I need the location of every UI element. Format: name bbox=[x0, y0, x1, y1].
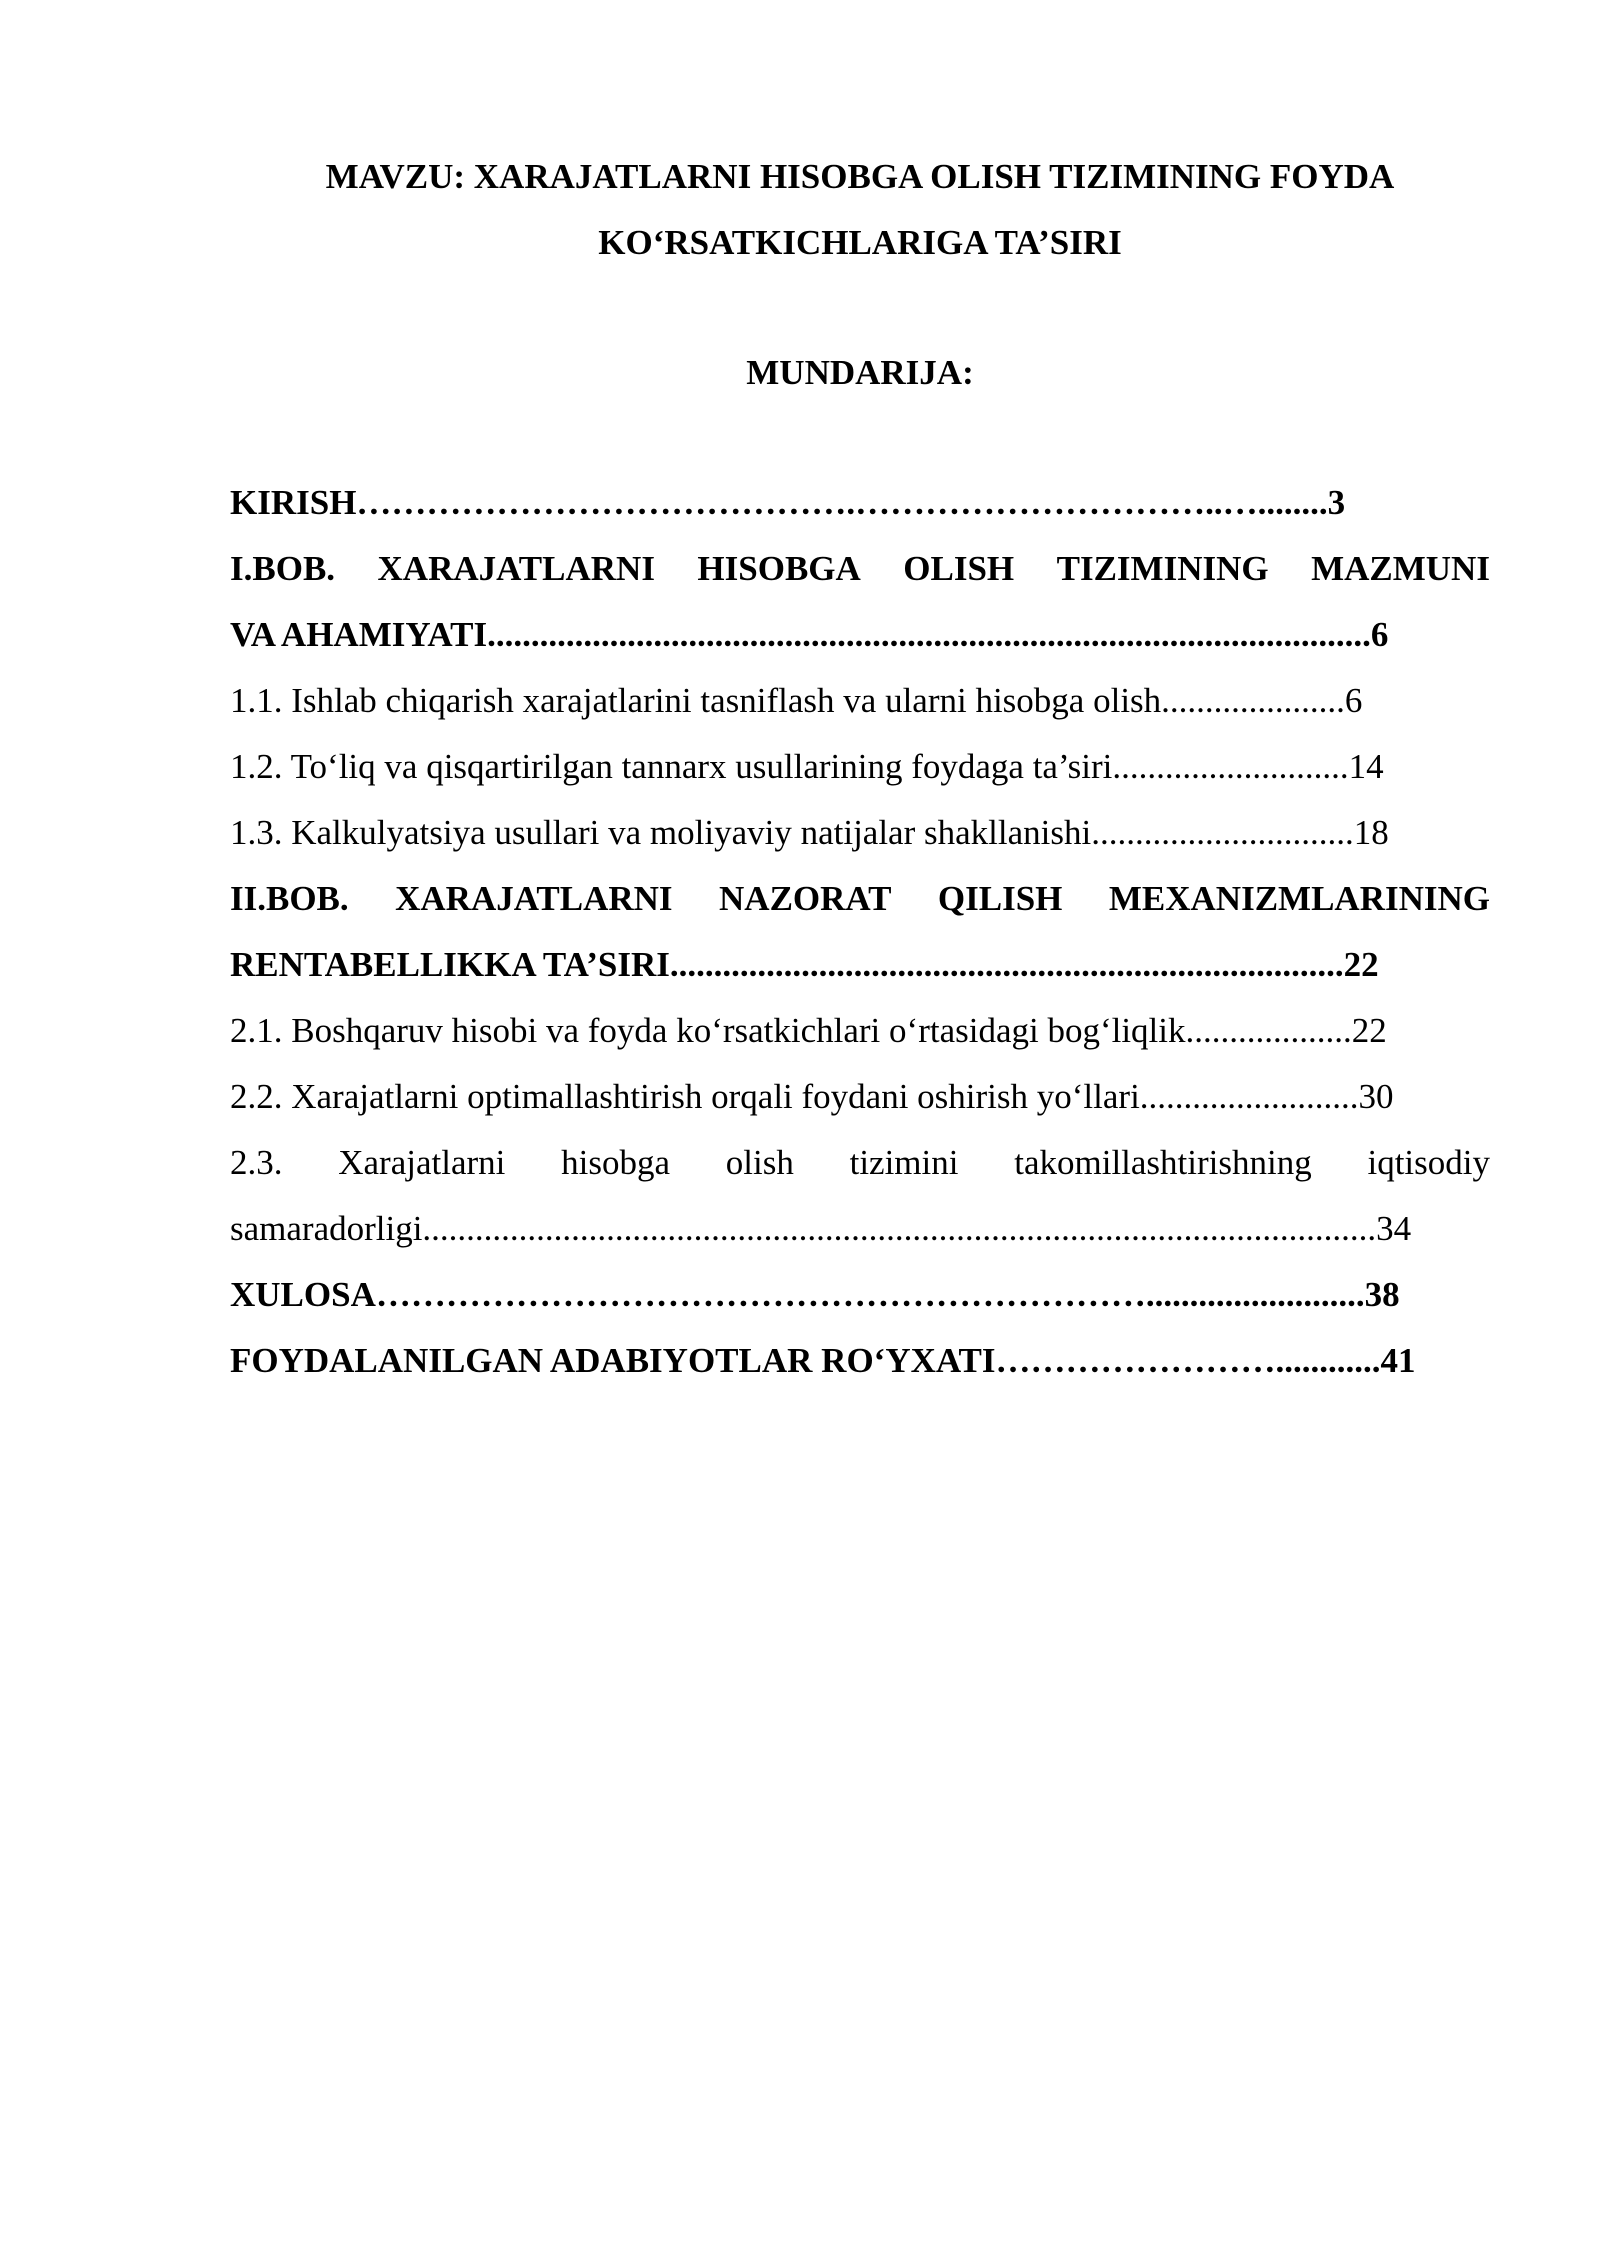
toc-section-2-1: 2.1. Boshqaruv hisobi va foyda ko‘rsatkichlari o‘rtasidagi bog‘liqlik...................22 bbox=[230, 1011, 1387, 1050]
toc-word: hisobga bbox=[561, 1143, 671, 1182]
toc-section-1-3: 1.3. Kalkulyatsiya usullari va moliyaviy natijalar shakllanishi..............................18 bbox=[230, 813, 1389, 852]
toc-word: 2.3. bbox=[230, 1143, 283, 1182]
toc-word: Xarajatlarni bbox=[338, 1143, 506, 1182]
table-of-contents-heading: MUNDARIJA: bbox=[746, 353, 974, 392]
toc-word: HISOBGA bbox=[697, 549, 861, 588]
toc-chapter-1-title bbox=[230, 536, 1490, 602]
toc-chapter-1-continuation: VA AHAMIYATI.....................................................................................................6 bbox=[230, 615, 1389, 654]
document-title-line-2: KO‘RSATKICHLARIGA TA’SIRI bbox=[598, 223, 1122, 262]
toc-section-2-3 bbox=[230, 1130, 1490, 1196]
document-title-line-1: MAVZU: XARAJATLARNI HISOBGA OLISH TIZIMINING FOYDA bbox=[325, 157, 1395, 196]
toc-chapter-2-title bbox=[230, 866, 1490, 932]
toc-word: QILISH bbox=[937, 879, 1063, 918]
toc-section-1-2: 1.2. To‘liq va qisqartirilgan tannarx usullarining foydaga ta’siri...........................14 bbox=[230, 747, 1384, 786]
toc-word: I.BOB. bbox=[230, 549, 336, 588]
toc-word: takomillashtirishning bbox=[1014, 1143, 1312, 1182]
toc-word: MAZMUNI bbox=[1311, 549, 1490, 588]
toc-word: MEXANIZMLARINING bbox=[1108, 879, 1490, 918]
toc-word: tizimini bbox=[849, 1143, 959, 1182]
toc-word: OLISH bbox=[903, 549, 1015, 588]
toc-chapter-2-continuation: RENTABELLIKKA TA’SIRI.............................................................................22 bbox=[230, 945, 1379, 984]
toc-word: II.BOB. bbox=[230, 879, 349, 918]
toc-entry-kirish: KIRISH…………………………………….…………………………..…........3 bbox=[230, 483, 1346, 522]
toc-section-1-1: 1.1. Ishlab chiqarish xarajatlarini tasniflash va ularni hisobga olish.....................6 bbox=[230, 681, 1363, 720]
table-of-contents bbox=[230, 470, 1490, 1394]
toc-section-2-3-continuation: samaradorligi.............................................................................................................34 bbox=[230, 1209, 1412, 1248]
toc-word: XARAJATLARNI bbox=[377, 549, 655, 588]
toc-entry-adabiyotlar: FOYDALANILGAN ADABIYOTLAR RO‘YXATI……………………............41 bbox=[230, 1341, 1416, 1380]
toc-entry-xulosa: XULOSA………………………………………………………….........................38 bbox=[230, 1275, 1400, 1314]
toc-section-2-2: 2.2. Xarajatlarni optimallashtirish orqali foydani oshirish yo‘llari.........................30 bbox=[230, 1077, 1394, 1116]
toc-word: XARAJATLARNI bbox=[395, 879, 673, 918]
toc-word: iqtisodiy bbox=[1367, 1143, 1490, 1182]
toc-word: NAZORAT bbox=[719, 879, 892, 918]
toc-word: TIZIMINING bbox=[1056, 549, 1269, 588]
toc-word: olish bbox=[725, 1143, 794, 1182]
